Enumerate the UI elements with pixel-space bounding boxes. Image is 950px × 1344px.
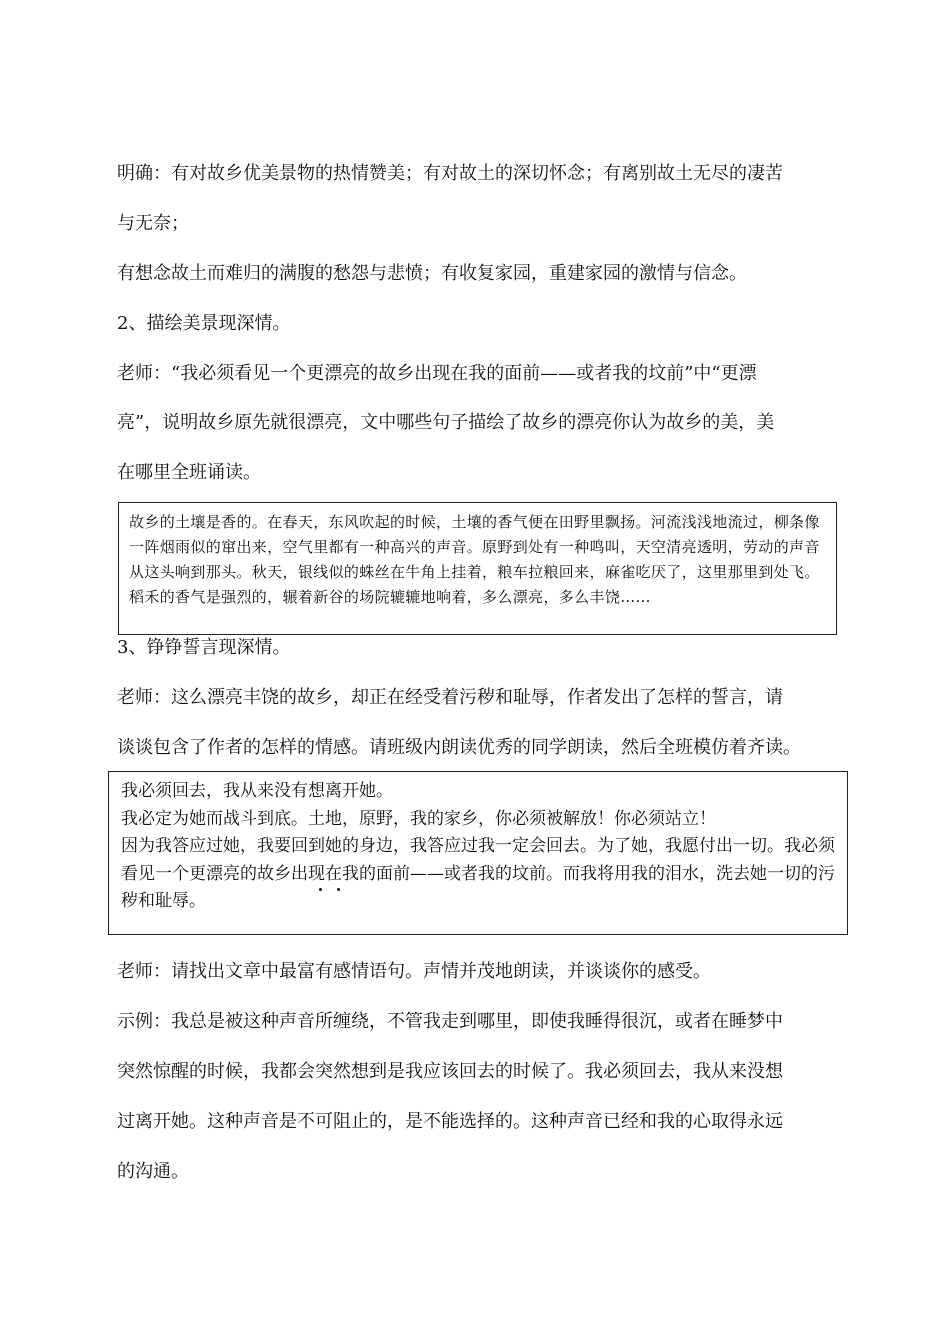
clarification-line-3: 有想念故土而难归的满腹的愁怨与悲愤；有收复家园，重建家园的激情与信念。: [117, 263, 747, 284]
example-line-4: 的沟通。: [117, 1161, 189, 1182]
section-heading-2: 2、描绘美景现深情。: [117, 313, 291, 334]
example-line-1: 示例：我总是被这种声音所缠绕，不管我走到哪里，即使我睡得很沉，或者在睡梦中: [117, 1011, 783, 1032]
vow-quote-box: [108, 771, 848, 935]
teacher-question-line-1: 老师：“我必须看见一个更漂亮的故乡出现在我的面前——或者我的坟前”中“更漂: [117, 363, 757, 384]
emphasis-dot: [319, 888, 322, 891]
teacher-vow-question-line-2: 谈谈包含了作者的怎样的情感。请班级内朗读优秀的同学朗读，然后全班模仿着齐读。: [117, 737, 801, 758]
clarification-line-2: 与无奈；: [117, 213, 189, 234]
emphasis-dot: [337, 888, 340, 891]
teacher-prompt-line: 老师：请找出文章中最富有感情语句。声情并茂地朗读，并谈谈你的感受。: [117, 961, 711, 982]
vow-quote-line-1: 我必须回去，我从来没有想离开她。: [121, 781, 393, 801]
scenery-quote-box: 故乡的土壤是香的。在春天，东风吹起的时候，土壤的香气便在田野里飘扬。河流浅浅地流过，柳条像一阵烟雨似的窜出来，空气里都有一种高兴的声音。原野到处有一种鸣叫，天空清亮透明，劳动的声音从这头响到那头。秋天，银线似的蛛丝在牛角上挂着，粮车拉粮回来，麻雀吃厌了，这里那里到处飞。稻禾的香气是强烈的，辗着新谷的场院辘辘地响着，多么漂亮，多么丰饶……: [118, 502, 837, 635]
example-line-3: 过离开她。这种声音是不可阻止的，是不能选择的。这种声音已经和我的心取得永远: [117, 1111, 783, 1132]
teacher-question-line-2: 亮”，说明故乡原先就很漂亮，文中哪些句子描绘了故乡的漂亮你认为故乡的美，美: [117, 412, 775, 433]
teacher-question-line-3: 在哪里全班诵读。: [117, 462, 261, 483]
vow-quote-line-2: 我必定为她而战斗到底。土地，原野，我的家乡，你必须被解放！你必须站立！: [121, 808, 716, 829]
section-heading-3: 3、铮铮誓言现深情。: [117, 637, 291, 658]
example-line-2: 突然惊醒的时候，我都会突然想到是我应该回去的时候了。我必须回去，我从来没想: [117, 1061, 783, 1082]
teacher-vow-question-line-1: 老师：这么漂亮丰饶的故乡，却正在经受着污秽和耻辱，作者发出了怎样的誓言，请: [117, 687, 783, 708]
clarification-line-1: 明确：有对故乡优美景物的热情赞美；有对故土的深切怀念；有离别故土无尽的凄苦: [117, 163, 783, 184]
vow-quote-line-3: 因为我答应过她，我要回到她的身边，我答应过我一定会回去。为了她，我愿付出一切。我必须看见一个更漂亮的故乡出现在我的面前——或者我的坟前。而我将用我的泪水，洗去她一切的污秽和耻辱。: [121, 836, 835, 911]
